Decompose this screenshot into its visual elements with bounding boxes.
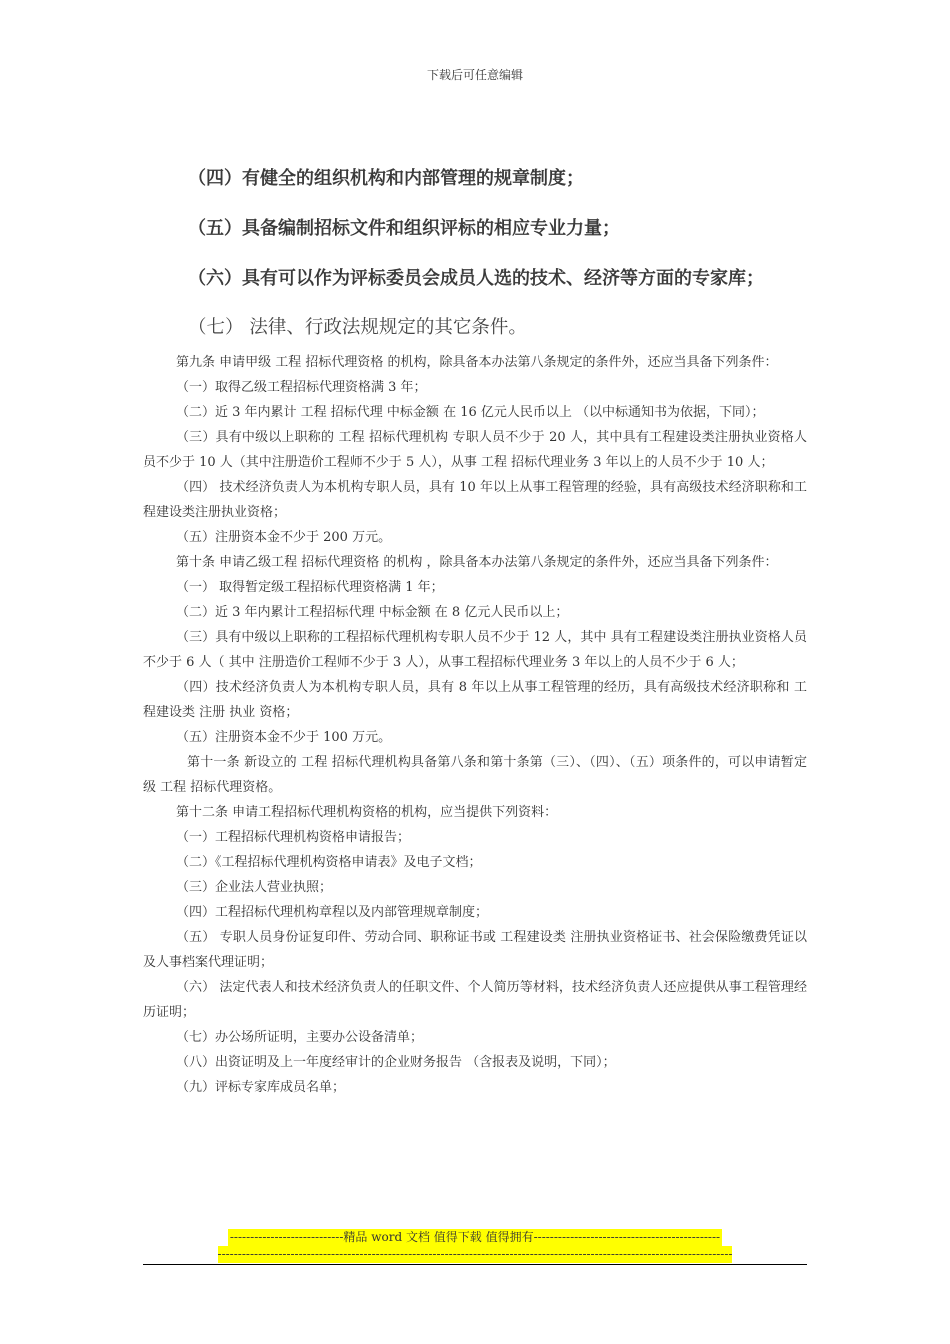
list-item: （八）出资证明及上一年度经审计的企业财务报告 （含报表及说明，下同）； (176, 1055, 616, 1070)
list-item: （七）办公场所证明，主要办公设备清单； (176, 1030, 424, 1045)
list-item: （四）工程招标代理机构章程以及内部管理规章制度； (176, 905, 489, 920)
footer-dashes: ------------------------------------------------------------------------------------------------------------------------------- (217, 1247, 733, 1261)
list-item: （三）具有中级以上职称的工程招标代理机构专职人员不少于 12 人，其中 具有工程建设类注册执业资格人员不少于 6 人（ 其中 注册造价工程师不少于 3 人），从事工程招标代理业务 3 年以上的人员不少于 6 人； (143, 630, 807, 670)
heading-item-5: （五）具备编制招标文件和组织评标的相应专业力量； (188, 218, 620, 239)
list-item: （九）评标专家库成员名单； (176, 1080, 346, 1095)
heading-item-4: （四）有健全的组织机构和内部管理的规章制度； (188, 168, 584, 189)
list-item: （三）具有中级以上职称的 工程 招标代理机构 专职人员不少于 20 人，其中具有工程建设类注册执业资格人员不少于 10 人（其中注册造价工程师不少于 5 人），从事 工程 招标代理业务 3 年以上的人员不少于 10 人； (143, 430, 807, 470)
list-item: （三）企业法人营业执照； (176, 880, 333, 895)
heading-item-7: （七） 法律、行政法规规定的其它条件。 (188, 317, 527, 338)
list-item: （五）注册资本金不少于 100 万元。 (176, 730, 392, 745)
list-item: （一） 取得暂定级工程招标代理资格满 1 年； (176, 580, 444, 595)
list-item: （五）注册资本金不少于 200 万元。 (176, 530, 392, 545)
list-item: （四）技术经济负责人为本机构专职人员，具有 8 年以上从事工程管理的经历，具有高级技术经济职称和 工程建设类 注册 执业 资格； (143, 680, 807, 720)
footer-banner: ----------------------------精品 word 文档 值得下载 值得拥有---------------------------------------------- (229, 1230, 721, 1244)
list-item: （二）近 3 年内累计工程招标代理 中标金额 在 8 亿元人民币以上； (176, 605, 569, 620)
list-item: （五） 专职人员身份证复印件、劳动合同、职称证书或 工程建设类 注册执业资格证书、社会保险缴费凭证以及人事档案代理证明； (143, 930, 807, 970)
list-item: （四） 技术经济负责人为本机构专职人员，具有 10 年以上从事工程管理的经验，具有高级技术经济职称和工程建设类注册执业资格； (143, 480, 807, 520)
footer-rule (143, 1264, 807, 1265)
article-11: 第十一条 新设立的 工程 招标代理机构具备第八条和第十条第（三）、（四）、（五）项条件的，可以申请暂定级 工程 招标代理资格。 (143, 755, 807, 795)
page-header: 下载后可任意编辑 (426, 68, 523, 82)
list-item: （六） 法定代表人和技术经济负责人的任职文件、个人简历等材料，技术经济负责人还应提供从事工程管理经历证明； (143, 980, 807, 1020)
heading-item-6: （六）具有可以作为评标委员会成员人选的技术、经济等方面的专家库； (188, 268, 764, 289)
article-12: 第十二条 申请工程招标代理机构资格的机构，应当提供下列资料： (176, 805, 558, 820)
document-body (143, 350, 807, 1100)
list-item: （一）工程招标代理机构资格申请报告； (176, 830, 411, 845)
page-footer (0, 1229, 950, 1263)
article-9: 第九条 申请甲级 工程 招标代理资格 的机构，除具备本办法第八条规定的条件外，还应当具备下列条件： (176, 355, 778, 370)
article-10: 第十条 申请乙级工程 招标代理资格 的机构 ，除具备本办法第八条规定的条件外，还应当具备下列条件： (176, 555, 778, 570)
list-item: （二）《工程招标代理机构资格申请表》及电子文档； (176, 855, 482, 870)
list-item: （二）近 3 年内累计 工程 招标代理 中标金额 在 16 亿元人民币以上 （以中标通知书为依据，下同）； (176, 405, 765, 420)
list-item: （一）取得乙级工程招标代理资格满 3 年； (176, 380, 427, 395)
